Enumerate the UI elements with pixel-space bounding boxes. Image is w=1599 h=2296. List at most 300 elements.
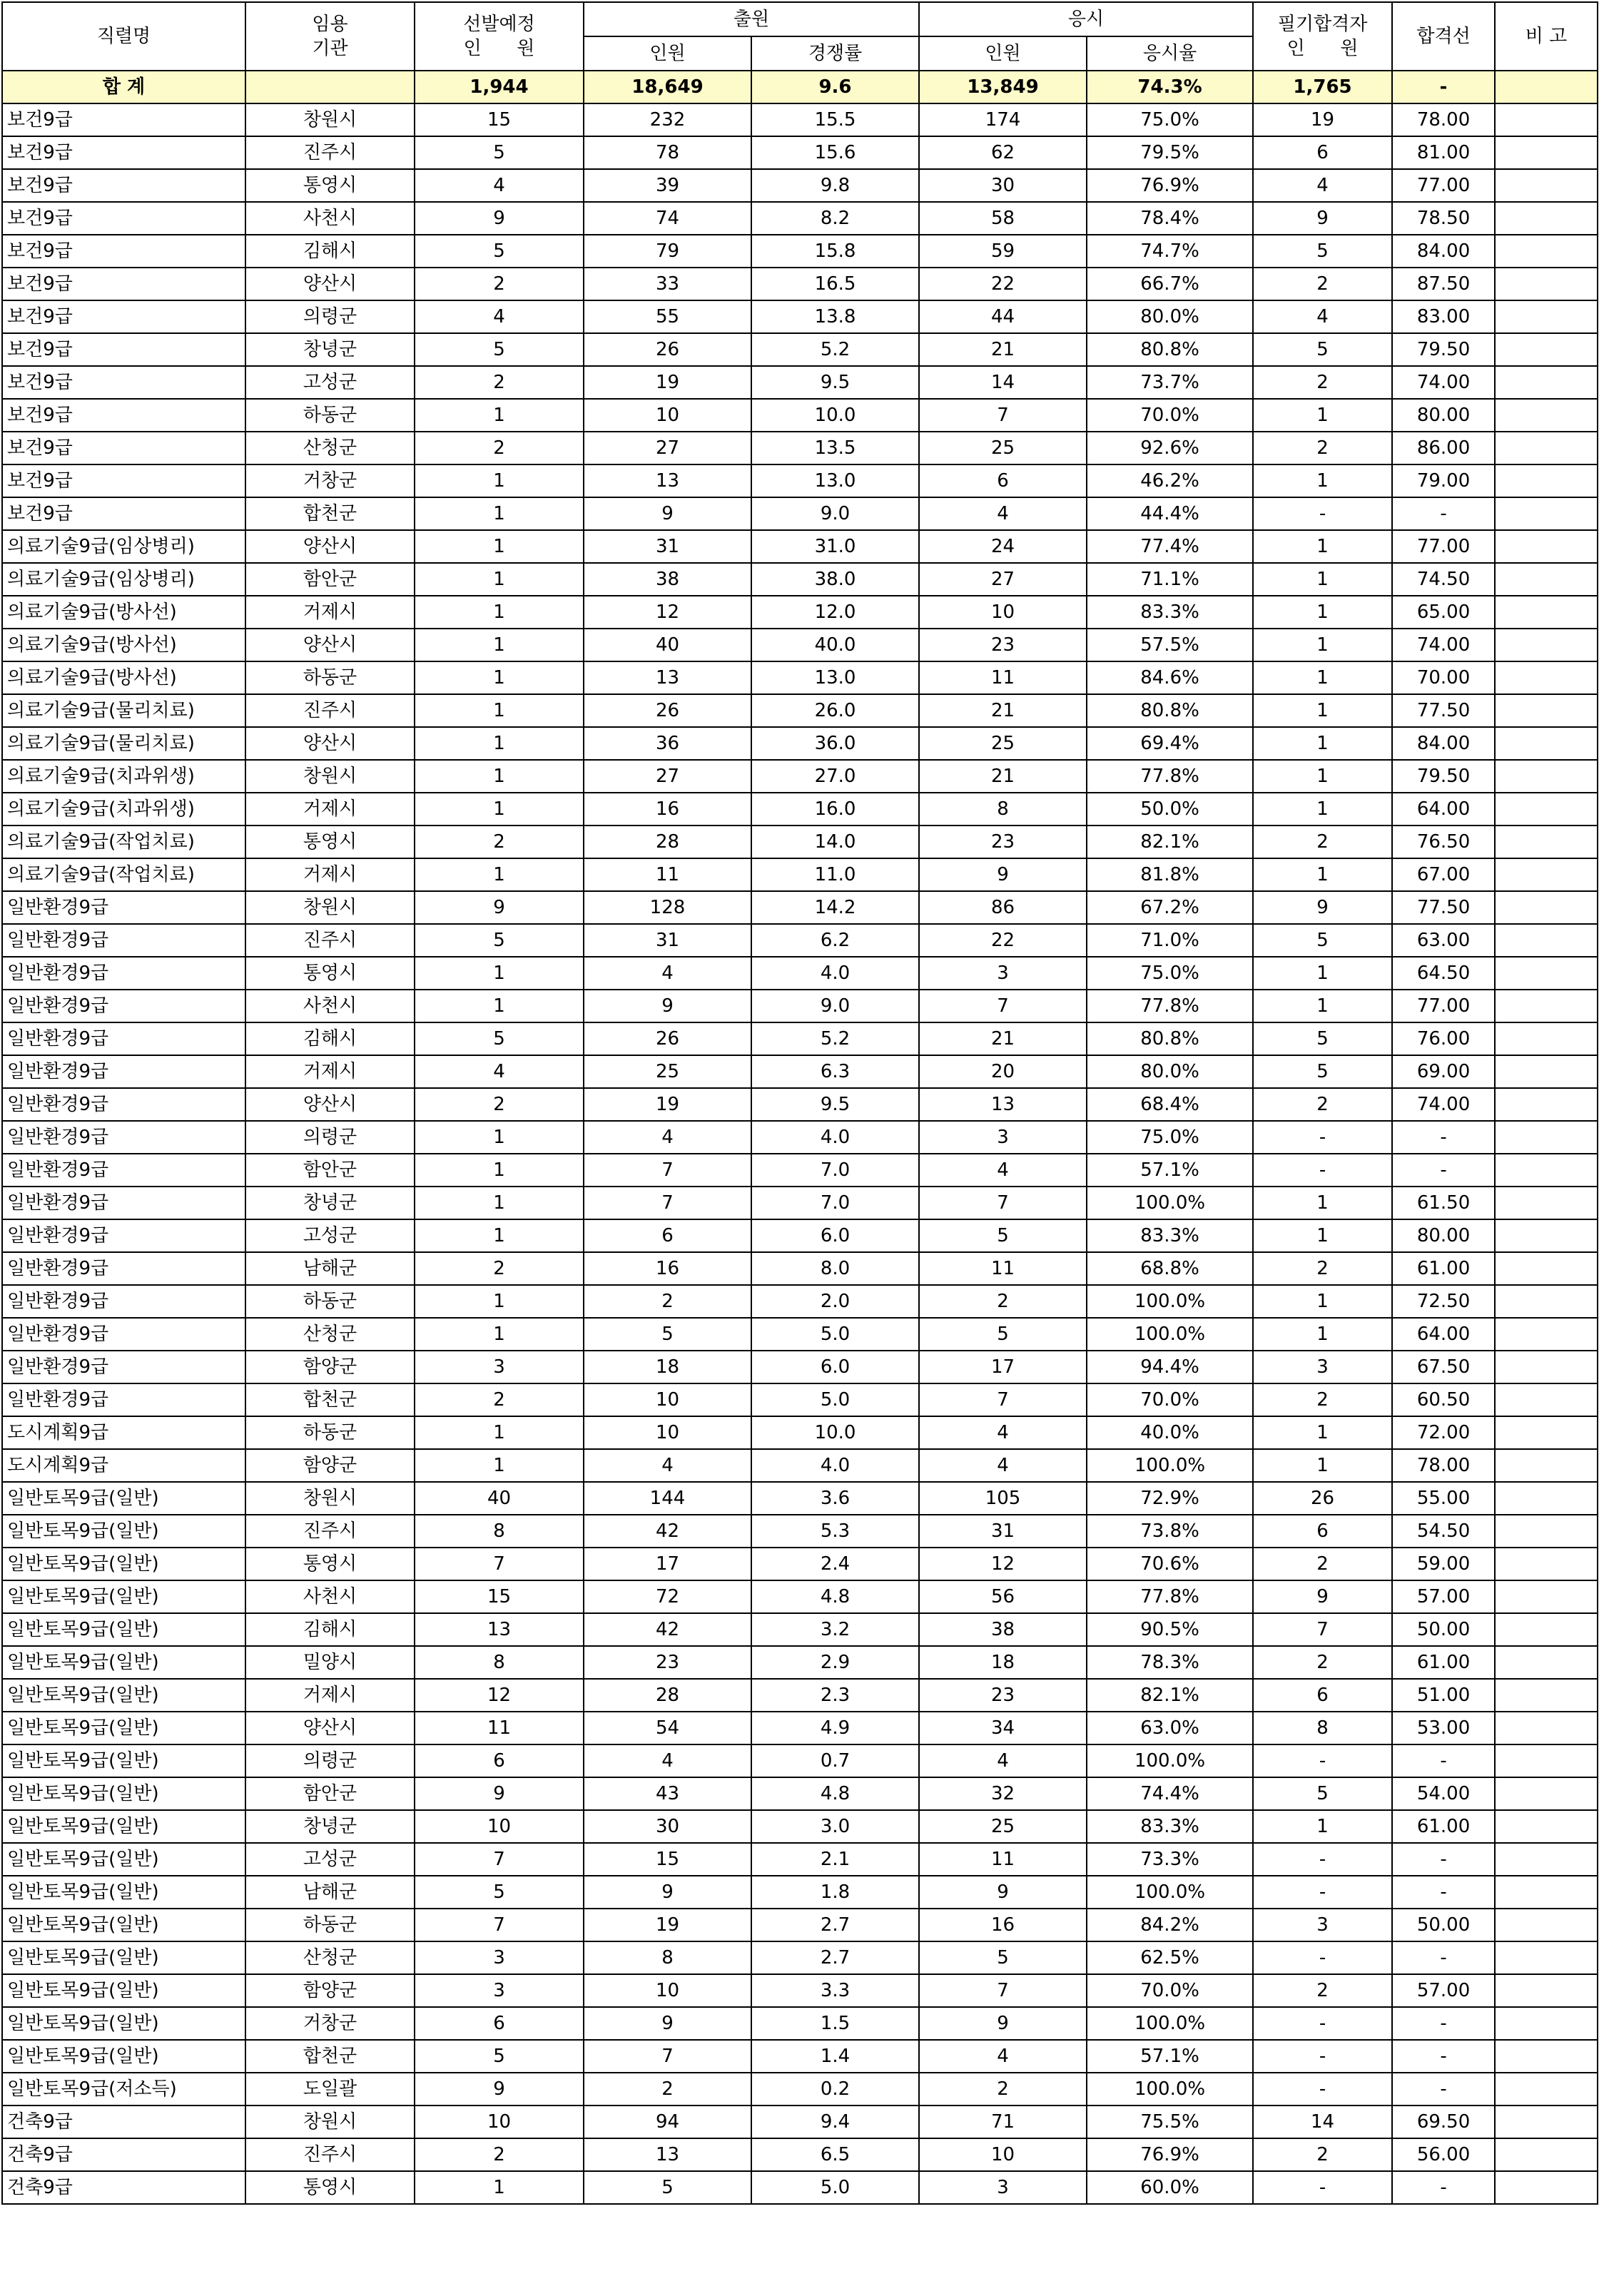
cell-ratio: 8.2 <box>751 202 919 235</box>
cell-cutoff: 69.50 <box>1392 2105 1495 2138</box>
cell-cutoff: 74.50 <box>1392 563 1495 596</box>
cell-job-series: 일반환경9급 <box>2 1154 245 1187</box>
cell-note <box>1495 1810 1598 1843</box>
table-row <box>2 1613 1598 1646</box>
cell-planned: 13 <box>415 1613 584 1646</box>
cell-examined: 32 <box>919 1777 1087 1810</box>
cell-ratio: 9.0 <box>751 497 919 530</box>
cell-note <box>1495 727 1598 760</box>
cell-job-series: 일반환경9급 <box>2 1318 245 1351</box>
cell-exam-rate: 67.2% <box>1087 891 1253 924</box>
cell-applied: 10 <box>584 399 751 432</box>
cell-agency: 진주시 <box>245 2138 415 2171</box>
cell-planned: 4 <box>415 169 584 202</box>
cell-examined: 23 <box>919 826 1087 858</box>
cell-ratio: 7.0 <box>751 1187 919 1219</box>
cell-ratio: 2.3 <box>751 1679 919 1712</box>
cell-note <box>1495 1318 1598 1351</box>
cell-passed: 1 <box>1253 694 1392 727</box>
cell-agency: 거창군 <box>245 464 415 497</box>
cell-passed: 14 <box>1253 2105 1392 2138</box>
cell-agency: 진주시 <box>245 1515 415 1548</box>
cell-examined: 27 <box>919 563 1087 596</box>
cell-examined: 5 <box>919 1219 1087 1252</box>
table-row <box>2 2007 1598 2040</box>
cell-job-series: 건축9급 <box>2 2105 245 2138</box>
cell-note <box>1495 1154 1598 1187</box>
cell-planned: 2 <box>415 826 584 858</box>
cell-agency: 양산시 <box>245 530 415 563</box>
cell-exam-rate: 60.0% <box>1087 2171 1253 2204</box>
cell-job-series: 건축9급 <box>2 2138 245 2171</box>
table-header <box>2 2 1598 71</box>
cell-passed: 2 <box>1253 1088 1392 1121</box>
cell-cutoff: 76.50 <box>1392 826 1495 858</box>
cell-agency: 산청군 <box>245 432 415 464</box>
cell-applied: 13 <box>584 2138 751 2171</box>
cell-examined: 11 <box>919 1252 1087 1285</box>
cell-note <box>1495 1744 1598 1777</box>
cell-cutoff: 87.50 <box>1392 268 1495 300</box>
cell-exam-rate: 63.0% <box>1087 1712 1253 1744</box>
cell-applied: 4 <box>584 1449 751 1482</box>
cell-exam-rate: 70.0% <box>1087 1383 1253 1416</box>
table-row <box>2 2040 1598 2073</box>
cell-examined: 3 <box>919 957 1087 990</box>
cell-applied: 18 <box>584 1351 751 1383</box>
cell-passed: 1 <box>1253 1318 1392 1351</box>
total-applied: 18,649 <box>584 71 751 103</box>
cell-note <box>1495 2171 1598 2204</box>
cell-examined: 59 <box>919 235 1087 268</box>
cell-planned: 8 <box>415 1646 584 1679</box>
cell-ratio: 13.8 <box>751 300 919 333</box>
cell-agency: 김해시 <box>245 1022 415 1055</box>
cell-exam-rate: 84.6% <box>1087 661 1253 694</box>
cell-planned: 1 <box>415 1285 584 1318</box>
table-row <box>2 760 1598 793</box>
cell-job-series: 일반환경9급 <box>2 1121 245 1154</box>
cell-agency: 사천시 <box>245 1580 415 1613</box>
cell-planned: 1 <box>415 497 584 530</box>
cell-cutoff: - <box>1392 1154 1495 1187</box>
cell-note <box>1495 793 1598 826</box>
cell-passed: 2 <box>1253 432 1392 464</box>
cell-passed: 1 <box>1253 793 1392 826</box>
cell-note <box>1495 1219 1598 1252</box>
table-row <box>2 990 1598 1022</box>
cell-ratio: 14.2 <box>751 891 919 924</box>
cell-passed: 1 <box>1253 530 1392 563</box>
cell-planned: 6 <box>415 2007 584 2040</box>
cell-planned: 5 <box>415 333 584 366</box>
cell-cutoff: 78.00 <box>1392 103 1495 136</box>
cell-examined: 14 <box>919 366 1087 399</box>
cell-agency: 사천시 <box>245 990 415 1022</box>
cell-note <box>1495 1449 1598 1482</box>
cell-applied: 26 <box>584 1022 751 1055</box>
cell-applied: 42 <box>584 1515 751 1548</box>
cell-note <box>1495 399 1598 432</box>
cell-planned: 15 <box>415 1580 584 1613</box>
cell-cutoff: - <box>1392 2073 1495 2105</box>
cell-cutoff: 81.00 <box>1392 136 1495 169</box>
cell-note <box>1495 1712 1598 1744</box>
cell-examined: 4 <box>919 1416 1087 1449</box>
cell-agency: 김해시 <box>245 235 415 268</box>
cell-planned: 1 <box>415 1121 584 1154</box>
cell-planned: 2 <box>415 1088 584 1121</box>
cell-examined: 2 <box>919 1285 1087 1318</box>
cell-job-series: 일반토목9급(일반) <box>2 1941 245 1974</box>
table-row <box>2 1548 1598 1580</box>
cell-job-series: 보건9급 <box>2 366 245 399</box>
cell-agency: 의령군 <box>245 1121 415 1154</box>
cell-job-series: 일반환경9급 <box>2 1383 245 1416</box>
cell-job-series: 일반토목9급(일반) <box>2 1876 245 1909</box>
cell-passed: 26 <box>1253 1482 1392 1515</box>
cell-passed: 6 <box>1253 1515 1392 1548</box>
cell-passed: 1 <box>1253 1285 1392 1318</box>
total-agency <box>245 71 415 103</box>
cell-exam-rate: 100.0% <box>1087 1449 1253 1482</box>
cell-cutoff: 84.00 <box>1392 235 1495 268</box>
cell-job-series: 의료기술9급(작업치료) <box>2 858 245 891</box>
cell-job-series: 보건9급 <box>2 202 245 235</box>
cell-cutoff: 64.00 <box>1392 793 1495 826</box>
cell-exam-rate: 80.0% <box>1087 300 1253 333</box>
cell-job-series: 일반토목9급(일반) <box>2 1679 245 1712</box>
cell-planned: 5 <box>415 1876 584 1909</box>
cell-exam-rate: 90.5% <box>1087 1613 1253 1646</box>
cell-applied: 4 <box>584 957 751 990</box>
cell-note <box>1495 1383 1598 1416</box>
cell-exam-rate: 68.8% <box>1087 1252 1253 1285</box>
table-row <box>2 432 1598 464</box>
cell-job-series: 의료기술9급(방사선) <box>2 596 245 629</box>
cell-note <box>1495 1515 1598 1548</box>
cell-ratio: 15.5 <box>751 103 919 136</box>
cell-note <box>1495 1580 1598 1613</box>
cell-examined: 3 <box>919 1121 1087 1154</box>
cell-job-series: 의료기술9급(치과위생) <box>2 760 245 793</box>
header-applied-count: 인원 <box>584 36 751 71</box>
cell-planned: 1 <box>415 858 584 891</box>
cell-passed: 6 <box>1253 136 1392 169</box>
cell-note <box>1495 661 1598 694</box>
table-row <box>2 727 1598 760</box>
cell-note <box>1495 366 1598 399</box>
cell-applied: 6 <box>584 1219 751 1252</box>
table-row <box>2 957 1598 990</box>
table-row <box>2 1154 1598 1187</box>
cell-ratio: 4.8 <box>751 1580 919 1613</box>
cell-applied: 36 <box>584 727 751 760</box>
table-row <box>2 1580 1598 1613</box>
table-row <box>2 103 1598 136</box>
cell-examined: 17 <box>919 1351 1087 1383</box>
cell-agency: 함안군 <box>245 1154 415 1187</box>
cell-cutoff: 74.00 <box>1392 629 1495 661</box>
cell-applied: 28 <box>584 826 751 858</box>
cell-passed: 5 <box>1253 924 1392 957</box>
cell-cutoff: 74.00 <box>1392 366 1495 399</box>
cell-note <box>1495 169 1598 202</box>
cell-exam-rate: 82.1% <box>1087 1679 1253 1712</box>
cell-note <box>1495 300 1598 333</box>
cell-job-series: 일반토목9급(일반) <box>2 2007 245 2040</box>
cell-passed: 2 <box>1253 1548 1392 1580</box>
cell-job-series: 일반환경9급 <box>2 957 245 990</box>
cell-agency: 거창군 <box>245 2007 415 2040</box>
cell-note <box>1495 924 1598 957</box>
cell-examined: 12 <box>919 1548 1087 1580</box>
cell-applied: 16 <box>584 1252 751 1285</box>
cell-passed: 1 <box>1253 563 1392 596</box>
cell-agency: 고성군 <box>245 366 415 399</box>
cell-passed: 2 <box>1253 1383 1392 1416</box>
cell-ratio: 4.0 <box>751 1121 919 1154</box>
cell-passed: 2 <box>1253 1974 1392 2007</box>
cell-job-series: 의료기술9급(임상병리) <box>2 530 245 563</box>
cell-agency: 산청군 <box>245 1941 415 1974</box>
cell-agency: 도일괄 <box>245 2073 415 2105</box>
cell-agency: 밀양시 <box>245 1646 415 1679</box>
cell-examined: 105 <box>919 1482 1087 1515</box>
table-row <box>2 366 1598 399</box>
cell-exam-rate: 77.8% <box>1087 760 1253 793</box>
cell-cutoff: 79.00 <box>1392 464 1495 497</box>
cell-applied: 28 <box>584 1679 751 1712</box>
cell-applied: 78 <box>584 136 751 169</box>
cell-applied: 10 <box>584 1383 751 1416</box>
cell-planned: 9 <box>415 2073 584 2105</box>
cell-note <box>1495 432 1598 464</box>
cell-cutoff: 61.00 <box>1392 1810 1495 1843</box>
total-label: 합 계 <box>2 71 245 103</box>
cell-planned: 1 <box>415 1187 584 1219</box>
cell-job-series: 일반환경9급 <box>2 1285 245 1318</box>
header-planned-count: 선발예정 인 원 <box>415 2 584 71</box>
header-examined-count: 인원 <box>919 36 1087 71</box>
cell-ratio: 6.3 <box>751 1055 919 1088</box>
cell-agency: 거제시 <box>245 793 415 826</box>
cell-job-series: 보건9급 <box>2 333 245 366</box>
cell-examined: 174 <box>919 103 1087 136</box>
table-row <box>2 530 1598 563</box>
cell-exam-rate: 75.0% <box>1087 103 1253 136</box>
cell-applied: 7 <box>584 1154 751 1187</box>
cell-passed: - <box>1253 2073 1392 2105</box>
cell-note <box>1495 1482 1598 1515</box>
cell-agency: 남해군 <box>245 1876 415 1909</box>
cell-examined: 21 <box>919 760 1087 793</box>
cell-examined: 10 <box>919 596 1087 629</box>
cell-cutoff: - <box>1392 1843 1495 1876</box>
cell-note <box>1495 1679 1598 1712</box>
cell-ratio: 2.4 <box>751 1548 919 1580</box>
table-row <box>2 399 1598 432</box>
cell-job-series: 일반토목9급(일반) <box>2 1515 245 1548</box>
cell-passed: 1 <box>1253 1219 1392 1252</box>
cell-examined: 11 <box>919 1843 1087 1876</box>
cell-ratio: 26.0 <box>751 694 919 727</box>
cell-passed: - <box>1253 497 1392 530</box>
cell-agency: 통영시 <box>245 957 415 990</box>
cell-job-series: 일반토목9급(일반) <box>2 1974 245 2007</box>
cell-ratio: 3.2 <box>751 1613 919 1646</box>
cell-applied: 31 <box>584 924 751 957</box>
cell-applied: 12 <box>584 596 751 629</box>
cell-agency: 통영시 <box>245 1548 415 1580</box>
cell-job-series: 일반환경9급 <box>2 1252 245 1285</box>
cell-ratio: 6.0 <box>751 1219 919 1252</box>
cell-planned: 9 <box>415 1777 584 1810</box>
cell-agency: 김해시 <box>245 1613 415 1646</box>
cell-note <box>1495 1187 1598 1219</box>
cell-note <box>1495 1416 1598 1449</box>
header-passed-count: 필기합격자 인 원 <box>1253 2 1392 71</box>
cell-agency: 진주시 <box>245 694 415 727</box>
cell-ratio: 9.4 <box>751 2105 919 2138</box>
cell-applied: 25 <box>584 1055 751 1088</box>
cell-ratio: 2.7 <box>751 1941 919 1974</box>
cell-cutoff: - <box>1392 1121 1495 1154</box>
cell-job-series: 일반토목9급(일반) <box>2 2040 245 2073</box>
cell-applied: 27 <box>584 760 751 793</box>
cell-applied: 26 <box>584 333 751 366</box>
cell-passed: 9 <box>1253 891 1392 924</box>
cell-agency: 통영시 <box>245 826 415 858</box>
cell-exam-rate: 75.0% <box>1087 957 1253 990</box>
table-row <box>2 1876 1598 1909</box>
total-cutoff: - <box>1392 71 1495 103</box>
table-row <box>2 235 1598 268</box>
cell-job-series: 일반환경9급 <box>2 1055 245 1088</box>
cell-note <box>1495 1909 1598 1941</box>
cell-ratio: 13.0 <box>751 464 919 497</box>
cell-passed: 1 <box>1253 858 1392 891</box>
table-row <box>2 1219 1598 1252</box>
cell-passed: - <box>1253 1843 1392 1876</box>
cell-passed: 1 <box>1253 1449 1392 1482</box>
cell-ratio: 9.0 <box>751 990 919 1022</box>
cell-planned: 3 <box>415 1941 584 1974</box>
cell-agency: 함안군 <box>245 1777 415 1810</box>
cell-ratio: 4.0 <box>751 1449 919 1482</box>
cell-agency: 의령군 <box>245 1744 415 1777</box>
cell-planned: 1 <box>415 793 584 826</box>
table-row <box>2 1055 1598 1088</box>
cell-exam-rate: 80.8% <box>1087 333 1253 366</box>
table-row <box>2 1974 1598 2007</box>
cell-agency: 합천군 <box>245 2040 415 2073</box>
cell-agency: 거제시 <box>245 596 415 629</box>
table-row <box>2 464 1598 497</box>
cell-cutoff: 84.00 <box>1392 727 1495 760</box>
cell-ratio: 7.0 <box>751 1154 919 1187</box>
cell-job-series: 일반토목9급(일반) <box>2 1580 245 1613</box>
cell-examined: 31 <box>919 1515 1087 1548</box>
cell-examined: 21 <box>919 333 1087 366</box>
cell-exam-rate: 100.0% <box>1087 1187 1253 1219</box>
cell-agency: 창녕군 <box>245 333 415 366</box>
cell-exam-rate: 68.4% <box>1087 1088 1253 1121</box>
cell-note <box>1495 1613 1598 1646</box>
cell-applied: 144 <box>584 1482 751 1515</box>
cell-job-series: 일반환경9급 <box>2 990 245 1022</box>
cell-agency: 고성군 <box>245 1843 415 1876</box>
cell-planned: 1 <box>415 596 584 629</box>
cell-ratio: 5.0 <box>751 1383 919 1416</box>
cell-passed: - <box>1253 2171 1392 2204</box>
cell-note <box>1495 235 1598 268</box>
table-row <box>2 2171 1598 2204</box>
table-row <box>2 2105 1598 2138</box>
cell-agency: 진주시 <box>245 924 415 957</box>
cell-cutoff: 57.00 <box>1392 1974 1495 2007</box>
cell-agency: 함양군 <box>245 1974 415 2007</box>
cell-ratio: 13.0 <box>751 661 919 694</box>
cell-passed: 6 <box>1253 1679 1392 1712</box>
cell-job-series: 일반환경9급 <box>2 1088 245 1121</box>
cell-applied: 39 <box>584 169 751 202</box>
table-row <box>2 1121 1598 1154</box>
cell-job-series: 보건9급 <box>2 103 245 136</box>
cell-planned: 2 <box>415 2138 584 2171</box>
cell-passed: 5 <box>1253 1022 1392 1055</box>
table-row <box>2 1810 1598 1843</box>
cell-cutoff: - <box>1392 1941 1495 1974</box>
cell-note <box>1495 1843 1598 1876</box>
table-row <box>2 1712 1598 1744</box>
cell-applied: 5 <box>584 2171 751 2204</box>
cell-cutoff: 54.50 <box>1392 1515 1495 1548</box>
cell-note <box>1495 563 1598 596</box>
cell-planned: 7 <box>415 1548 584 1580</box>
cell-planned: 1 <box>415 1219 584 1252</box>
cell-planned: 7 <box>415 1909 584 1941</box>
cell-note <box>1495 760 1598 793</box>
cell-cutoff: 78.50 <box>1392 202 1495 235</box>
cell-job-series: 일반환경9급 <box>2 924 245 957</box>
cell-job-series: 보건9급 <box>2 235 245 268</box>
cell-applied: 9 <box>584 990 751 1022</box>
cell-planned: 9 <box>415 202 584 235</box>
cell-exam-rate: 66.7% <box>1087 268 1253 300</box>
cell-passed: 1 <box>1253 661 1392 694</box>
cell-exam-rate: 100.0% <box>1087 1318 1253 1351</box>
cell-exam-rate: 77.8% <box>1087 990 1253 1022</box>
cell-agency: 남해군 <box>245 1252 415 1285</box>
cell-ratio: 5.0 <box>751 1318 919 1351</box>
cell-ratio: 14.0 <box>751 826 919 858</box>
cell-job-series: 일반토목9급(일반) <box>2 1909 245 1941</box>
cell-ratio: 16.5 <box>751 268 919 300</box>
cell-ratio: 16.0 <box>751 793 919 826</box>
cell-job-series: 보건9급 <box>2 399 245 432</box>
cell-note <box>1495 333 1598 366</box>
cell-agency: 창녕군 <box>245 1810 415 1843</box>
table-row <box>2 891 1598 924</box>
header-cutoff: 합격선 <box>1392 2 1495 71</box>
cell-ratio: 5.3 <box>751 1515 919 1548</box>
header-group-examinees: 응시 <box>919 2 1253 36</box>
cell-exam-rate: 75.0% <box>1087 1121 1253 1154</box>
cell-ratio: 10.0 <box>751 1416 919 1449</box>
cell-applied: 31 <box>584 530 751 563</box>
cell-job-series: 도시계획9급 <box>2 1449 245 1482</box>
